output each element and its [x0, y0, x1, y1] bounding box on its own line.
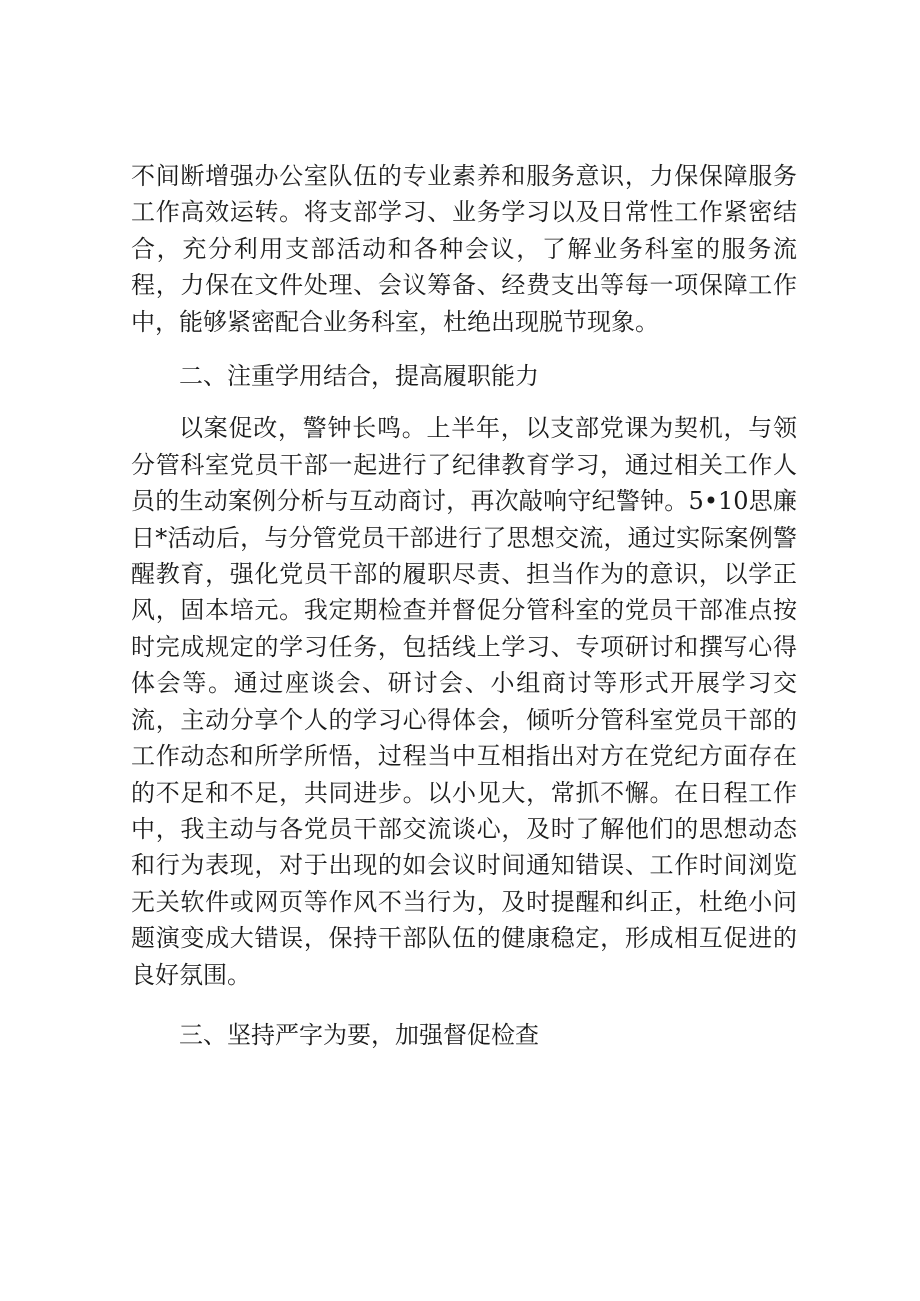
document-body: [131, 158, 797, 1053]
section-heading-2: 二、注重学用结合，提高履职能力: [179, 362, 539, 391]
paragraph-continuation: 不间断增强办公室队伍的专业素养和服务意识，力保保障服务工作高效运转。将支部学习、业务学习以及日常性工作紧密结合，充分利用支部活动和各种会议，了解业务科室的服务流程，力保在文件处理、会议筹备、经费支出等每一项保障工作中，能够紧密配合业务科室，杜绝出现脱节现象。: [131, 162, 797, 336]
section-heading-3: 三、坚持严字为要，加强督促检查: [179, 1020, 539, 1049]
paragraph-section-2: 以案促改，警钟长鸣。上半年，以支部党课为契机，与领分管科室党员干部一起进行了纪律教育学习，通过相关工作人员的生动案例分析与互动商讨，再次敲响守纪警钟。5•10思廉日*活动后，与分管党员干部进行了思想交流，通过实际案例警醒教育，强化党员干部的履职尽责、担当作为的意识，以学正风，固本培元。我定期检查并督促分管科室的党员干部准点按时完成规定的学习任务，包括线上学习、专项研讨和撰写心得体会等。通过座谈会、研讨会、小组商讨等形式开展学习交流，主动分享个人的学习心得体会，倾听分管科室党员干部的工作动态和所学所悟，过程当中互相指出对方在党纪方面存在的不足和不足，共同进步。以小见大，常抓不懈。在日程工作中，我主动与各党员干部交流谈心，及时了解他们的思想动态和行为表现，对于出现的如会议时间通知错误、工作时间浏览无关软件或网页等作风不当行为，及时提醒和纠正，杜绝小问题演变成大错误，保持干部队伍的健康稳定，形成相互促进的良好氛围。: [131, 414, 797, 989]
